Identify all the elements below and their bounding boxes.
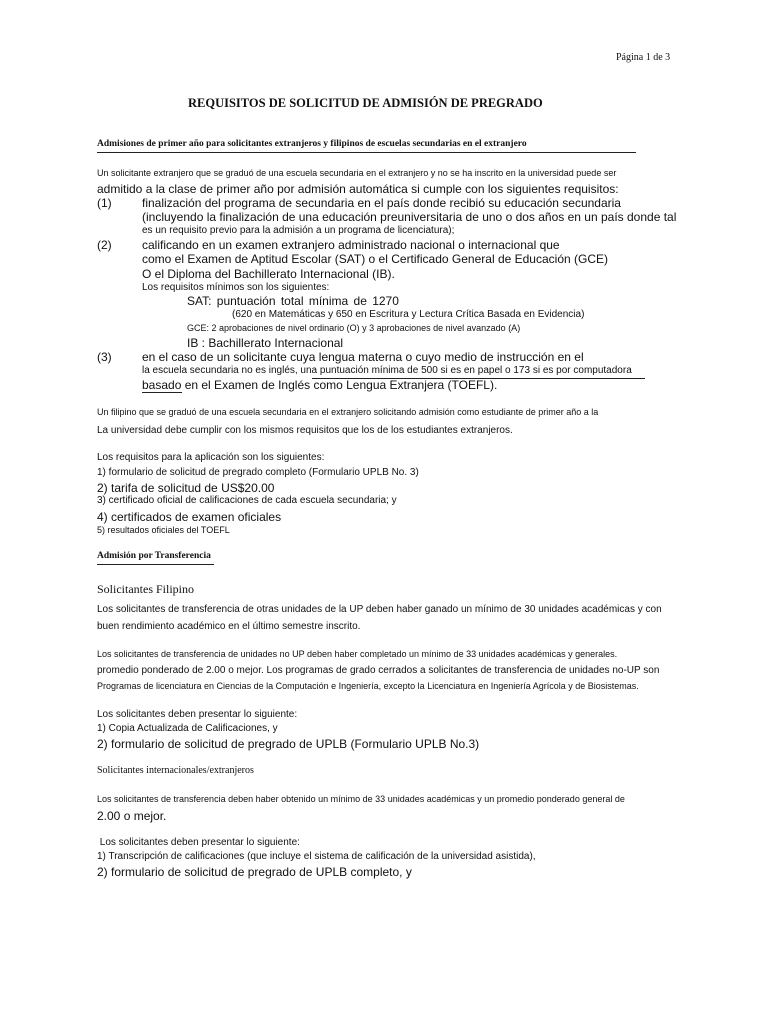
requirement-number: (2) [97, 238, 112, 252]
section-heading-transfer: Admisión por Transferencia [97, 551, 211, 561]
intro-line: Un solicitante extranjero que se graduó de una escuela secundaria en el extranjero y no se ha inscrito en la universidad puede ser [97, 168, 617, 178]
application-item: 2) tarifa de solicitud de US$20.00 [97, 481, 275, 495]
requirement-number: (3) [97, 350, 112, 364]
paragraph-line: Los solicitantes de transferencia deben haber obtenido un mínimo de 33 unidades académicas y un promedio ponderado general de [97, 794, 625, 804]
application-item: 4) certificados de examen oficiales [97, 510, 282, 524]
requirement-text: Los requisitos mínimos son los siguientes: [142, 282, 330, 293]
application-item: 1) formulario de solicitud de pregrado completo (Formulario UPLB No. 3) [97, 467, 419, 478]
application-item: 3) certificado oficial de calificaciones de cada escuela secundaria; y [97, 495, 397, 506]
present-item: 1) Copia Actualizada de Calificaciones, y [97, 723, 278, 734]
section-heading-underline [97, 152, 636, 153]
present-item: 2) formulario de solicitud de pregrado de UPLB (Formulario UPLB No.3) [97, 737, 480, 751]
intro-line: admitido a la clase de primer año por admisión automática si cumple con los siguientes requisitos: [97, 182, 619, 196]
requirement-text: la escuela secundaria no es inglés, una puntuación mínima de 500 si es en papel o 173 si es por computadora [142, 365, 632, 376]
requirement-text: finalización del programa de secundaria en el país donde recibió su educación secundaria [142, 196, 621, 210]
sat-detail: (620 en Matemáticas y 650 en Escritura y Lectura Crítica Basada en Evidencia) [232, 309, 585, 320]
document-title: REQUISITOS DE SOLICITUD DE ADMISIÓN DE PREGRADO [188, 96, 543, 110]
filipino-note: La universidad debe cumplir con los mismos requisitos que los de los estudiantes extranjeros. [97, 425, 513, 436]
application-intro: Los requisitos para la aplicación son los siguientes: [97, 452, 325, 463]
present-item: 2) formulario de solicitud de pregrado de UPLB completo, y [97, 865, 412, 879]
requirement-text: O el Diploma del Bachillerato Internacional (IB). [142, 267, 395, 281]
page-number: Página 1 de 3 [616, 52, 671, 63]
requirement-text: es un requisito previo para la admisión a un programa de licenciatura); [142, 225, 455, 236]
filipino-note: Un filipino que se graduó de una escuela secundaria en el extranjero solicitando admisión como estudiante de primer año a la [97, 407, 599, 417]
present-intro: Los solicitantes deben presentar lo siguiente: [97, 837, 300, 848]
requirement-text: basado en el Examen de Inglés como Lengua Extranjera (TOEFL). [142, 378, 498, 392]
requirement-text: como el Examen de Aptitud Escolar (SAT) o el Certificado General de Educación (GCE) [142, 252, 608, 266]
present-intro: Los solicitantes deben presentar lo siguiente: [97, 709, 298, 720]
sat-requirement: SAT: puntuación total mínima de 1270 [187, 294, 399, 308]
text-underline [142, 392, 182, 393]
present-item: 1) Transcripción de calificaciones (que incluye el sistema de calificación de la universidad asistida), [97, 851, 536, 862]
paragraph-line: promedio ponderado de 2.00 o mejor. Los programas de grado cerrados a solicitantes de transferencia de unidades no-UP son [97, 665, 660, 676]
requirement-text: (incluyendo la finalización de una educación preuniversitaria de uno o dos años en un país donde tal [142, 210, 677, 224]
requirement-number: (1) [97, 196, 112, 210]
application-item: 5) resultados oficiales del TOEFL [97, 525, 230, 535]
subheading-international: Solicitantes internacionales/extranjeros [97, 765, 254, 776]
paragraph-line: Los solicitantes de transferencia de unidades no UP deben haber completado un mínimo de 33 unidades académicas y generales. [97, 649, 618, 659]
requirement-text: calificando en un examen extranjero administrado nacional o internacional que [142, 238, 560, 252]
paragraph-line: buen rendimiento académico en el último semestre inscrito. [97, 621, 361, 632]
requirement-text: en el caso de un solicitante cuya lengua materna o cuyo medio de instrucción en el [142, 350, 584, 364]
gce-requirement: GCE: 2 aprobaciones de nivel ordinario (O) y 3 aprobaciones de nivel avanzado (A) [187, 323, 521, 333]
paragraph-line: Programas de licenciatura en Ciencias de la Computación e Ingeniería, excepto la Licenciatura en Ingeniería Agrícola y de Biosistemas. [97, 681, 639, 691]
subheading-filipino: Solicitantes Filipino [97, 582, 195, 596]
section-heading-freshman: Admisiones de primer año para solicitantes extranjeros y filipinos de escuelas secundarias en el extranjero [97, 139, 527, 149]
paragraph-line: Los solicitantes de transferencia de otras unidades de la UP deben haber ganado un mínimo de 30 unidades académicas y con [97, 604, 662, 615]
paragraph-line: 2.00 o mejor. [97, 809, 167, 823]
section-heading-underline [97, 564, 214, 565]
ib-requirement: IB : Bachillerato Internacional [187, 336, 344, 350]
